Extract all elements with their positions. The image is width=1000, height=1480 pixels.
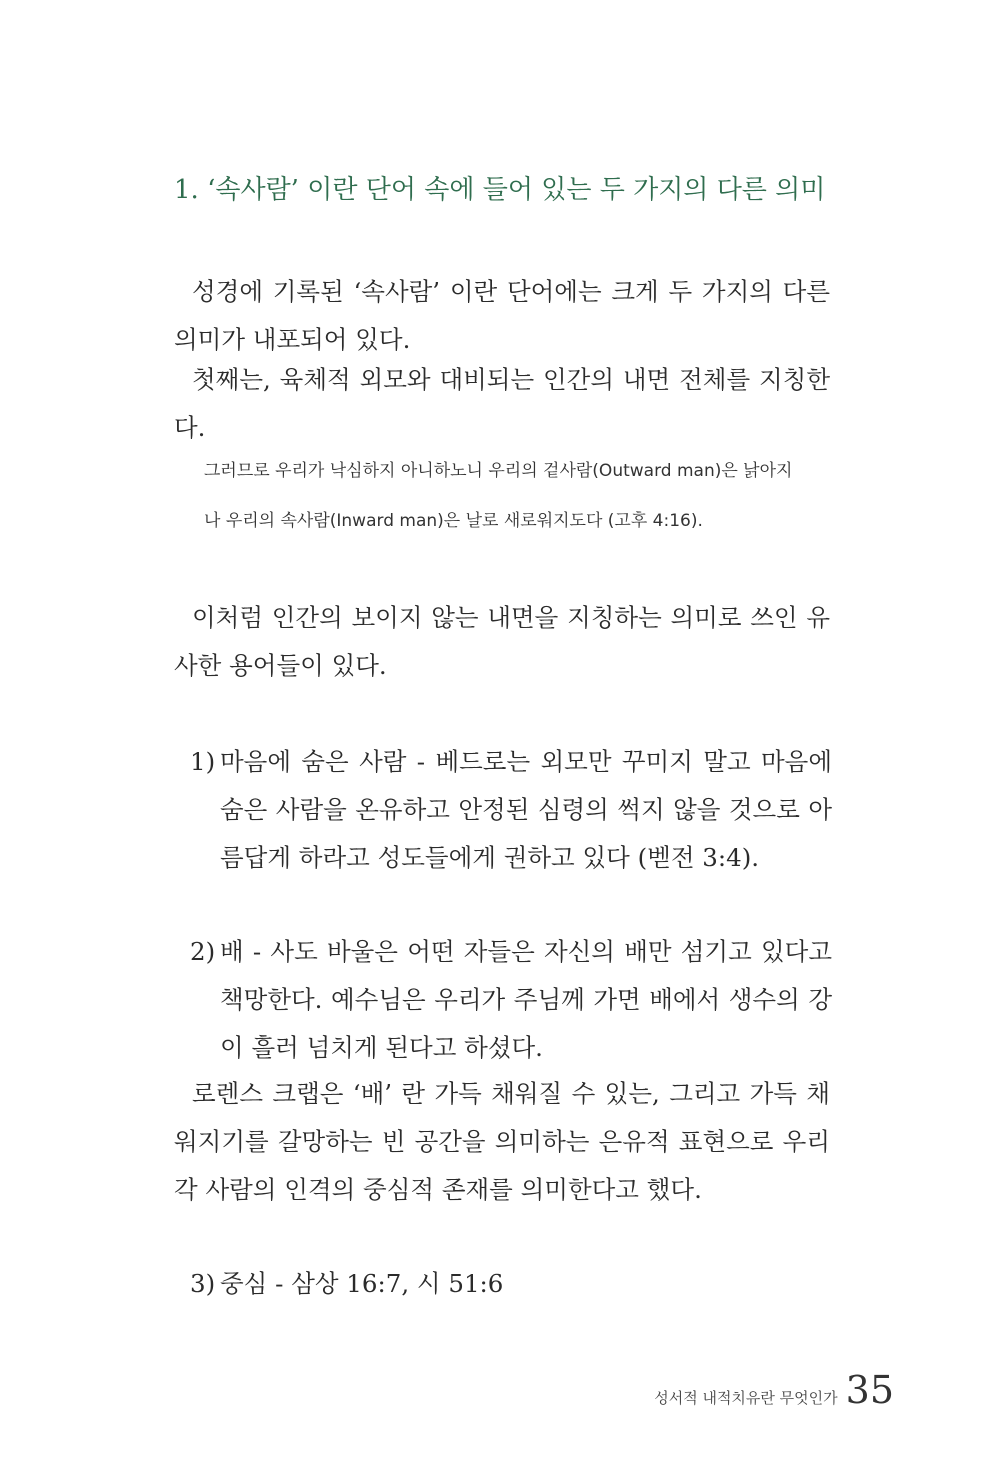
paragraph-similar xyxy=(174,594,830,690)
section-heading: 1. ‘속사람’ 이란 단어 속에 들어 있는 두 가지의 다른 의미 xyxy=(174,175,826,205)
paragraph-similar-text: 이처럼 인간의 보이지 않는 내면을 지칭하는 의미로 쓰인 유사한 용어들이 있다. xyxy=(174,603,830,680)
paragraph-intro-text: 성경에 기록된 ‘속사람’ 이란 단어에는 크게 두 가지의 다른 의미가 내포되어 있다. xyxy=(174,277,830,354)
paragraph-intro xyxy=(174,268,830,364)
page-number: 35 xyxy=(845,1368,894,1412)
page-footer xyxy=(654,1368,894,1418)
scripture-quote-line-1: 그러므로 우리가 낙심하지 아니하노니 우리의 겉사람(Outward man)은 낡아지 xyxy=(204,461,793,481)
paragraph-crabb-text: 로렌스 크랩은 ‘배’ 란 가득 채워질 수 있는, 그리고 가득 채워지기를 갈망하는 빈 공간을 의미하는 은유적 표현으로 우리 각 사람의 인격의 중심적 존재를 의미한다고 했다. xyxy=(174,1079,830,1204)
list-item-text: 마음에 숨은 사람 - 베드로는 외모만 꾸미지 말고 마음에 숨은 사람을 온유하고 안정된 심령의 썩지 않을 것으로 아름답게 하라고 성도들에게 권하고 있다 (벧전 3:4). xyxy=(220,747,832,872)
running-book-title: 성서적 내적치유란 무엇인가 xyxy=(654,1389,838,1407)
paragraph-crabb xyxy=(174,1070,830,1214)
list-item-text: 중심 - 삼상 16:7, 시 51:6 xyxy=(220,1269,504,1298)
paragraph-first xyxy=(174,356,830,452)
list-item-number: 1) xyxy=(190,747,216,776)
paragraph-first-text: 첫째는, 육체적 외모와 대비되는 인간의 내면 전체를 지칭한다. xyxy=(174,365,830,442)
scripture-quote-line-2: 나 우리의 속사람(Inward man)은 날로 새로워지도다 (고후 4:16). xyxy=(204,511,703,531)
list-item xyxy=(190,1260,832,1308)
list-item xyxy=(190,738,832,882)
list-item-number: 3) xyxy=(190,1269,216,1298)
list-item-text: 배 - 사도 바울은 어떤 자들은 자신의 배만 섬기고 있다고 책망한다. 예수님은 우리가 주님께 가면 배에서 생수의 강이 흘러 넘치게 된다고 하셨다. xyxy=(220,937,832,1062)
list-item xyxy=(190,928,832,1072)
list-item-number: 2) xyxy=(190,937,216,966)
